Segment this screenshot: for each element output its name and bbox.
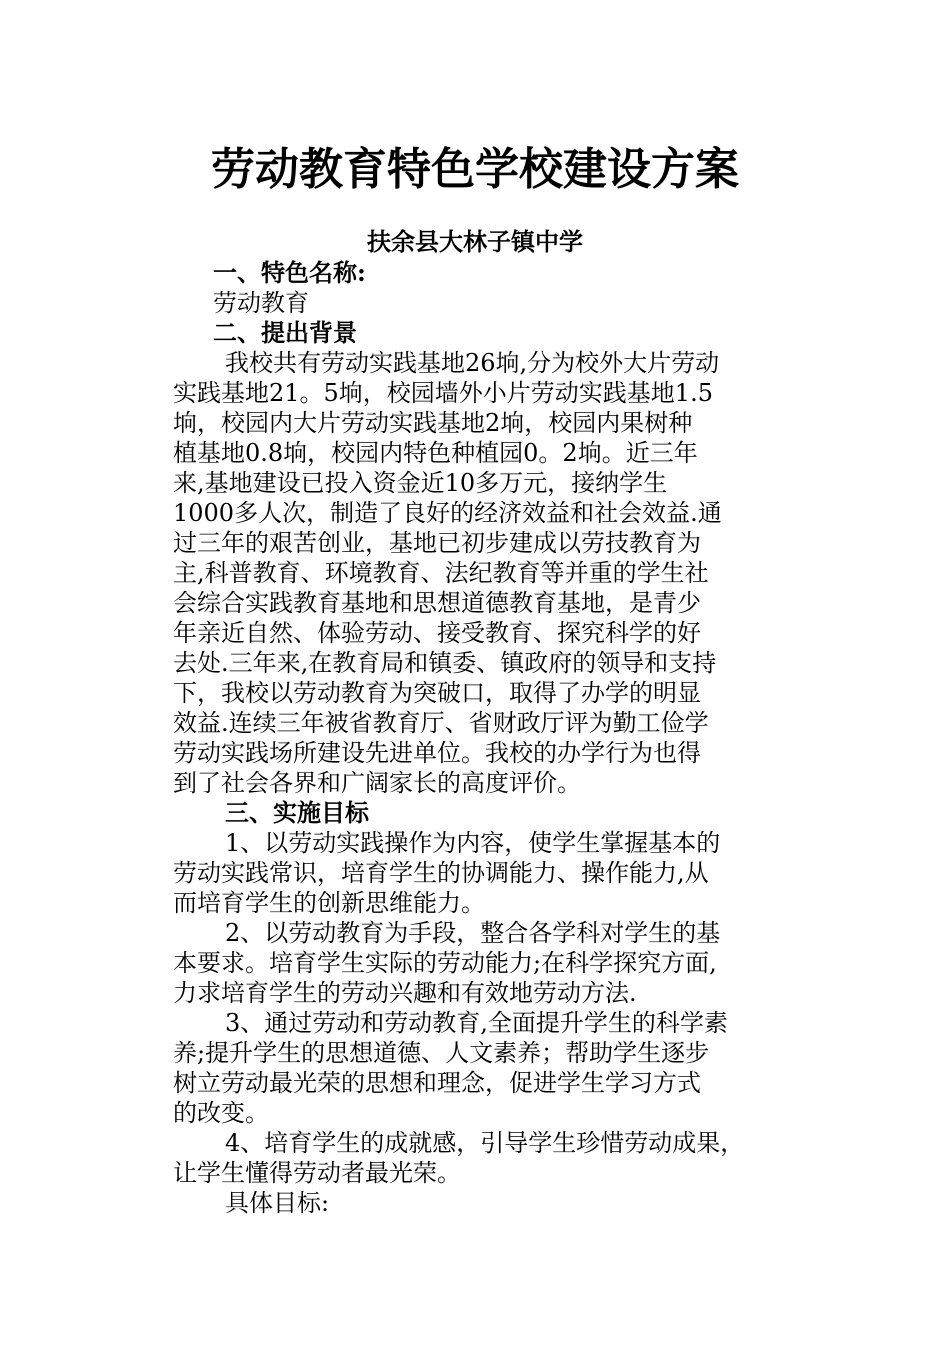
paragraph-line: 主,科普教育、环境教育、法纪教育等并重的学生社 bbox=[173, 559, 709, 587]
paragraph-line: 到了社会各界和广阔家长的高度评价。 bbox=[173, 769, 581, 797]
paragraph-line: 1000多人次，制造了良好的经济效益和社会效益.通 bbox=[173, 499, 722, 527]
paragraph-line: 劳动实践常识，培育学生的协调能力、操作能力,从 bbox=[173, 859, 709, 887]
paragraph-line: 1、以劳动实践操作为内容，使学生掌握基本的 bbox=[225, 829, 721, 857]
section-1-body: 劳动教育 bbox=[213, 289, 309, 317]
paragraph-line: 让学生懂得劳动者最光荣。 bbox=[173, 1159, 461, 1187]
section-2-heading: 二、提出背景 bbox=[213, 318, 357, 347]
paragraph-line: 而培育学生的创新思维能力。 bbox=[173, 889, 485, 917]
paragraph-line: 年亲近自然、体验劳动、接受教育、探究科学的好 bbox=[173, 619, 701, 647]
paragraph-line: 4、培育学生的成就感，引导学生珍惜劳动成果， bbox=[225, 1129, 745, 1157]
paragraph-line: 具体目标: bbox=[225, 1189, 330, 1217]
paragraph-line: 2、以劳动教育为手段，整合各学科对学生的基 bbox=[225, 919, 721, 947]
paragraph-line: 我校共有劳动实践基地26垧,分为校外大片劳动 bbox=[225, 349, 720, 377]
paragraph-line: 效益.连续三年被省教育厅、省财政厅评为勤工俭学 bbox=[173, 709, 709, 737]
paragraph-line: 养;提升学生的思想道德、人文素养；帮助学生逐步 bbox=[173, 1039, 710, 1067]
paragraph-line: 的改变。 bbox=[173, 1099, 269, 1127]
paragraph-line: 过三年的艰苦创业，基地已初步建成以劳技教育为 bbox=[173, 529, 701, 557]
paragraph-line: 垧，校园内大片劳动实践基地2垧，校园内果树种 bbox=[173, 409, 693, 437]
paragraph-line: 劳动实践场所建设先进单位。我校的办学行为也得 bbox=[173, 739, 701, 767]
paragraph-line: 树立劳动最光荣的思想和理念，促进学生学习方式 bbox=[173, 1069, 701, 1097]
document-body bbox=[173, 258, 779, 1218]
paragraph-line: 去处.三年来,在教育局和镇委、镇政府的领导和支持 bbox=[173, 649, 717, 677]
paragraph-line: 会综合实践教育基地和思想道德教育基地，是青少 bbox=[173, 589, 701, 617]
paragraph-line: 植基地0.8垧，校园内特色种植园0。2垧。近三年 bbox=[173, 439, 698, 467]
section-3-heading: 三、实施目标 bbox=[225, 798, 369, 827]
paragraph-line: 来,基地建设已投入资金近10多万元，接纳学生 bbox=[173, 469, 668, 497]
paragraph-line: 力求培育学生的劳动兴趣和有效地劳动方法. bbox=[173, 979, 637, 1007]
paragraph-line: 本要求。培育学生实际的劳动能力;在科学探究方面, bbox=[173, 949, 717, 977]
document-author: 扶余县大林子镇中学 bbox=[367, 227, 583, 256]
paragraph-line: 实践基地21。5垧，校园墙外小片劳动实践基地1.5 bbox=[173, 379, 713, 407]
section-1-heading: 一、特色名称: bbox=[213, 258, 366, 287]
paragraph-line: 下，我校以劳动教育为突破口，取得了办学的明显 bbox=[173, 679, 701, 707]
document-title: 劳动教育特色学校建设方案 bbox=[211, 144, 739, 195]
paragraph-line: 3、通过劳动和劳动教育,全面提升学生的科学素 bbox=[225, 1009, 728, 1037]
